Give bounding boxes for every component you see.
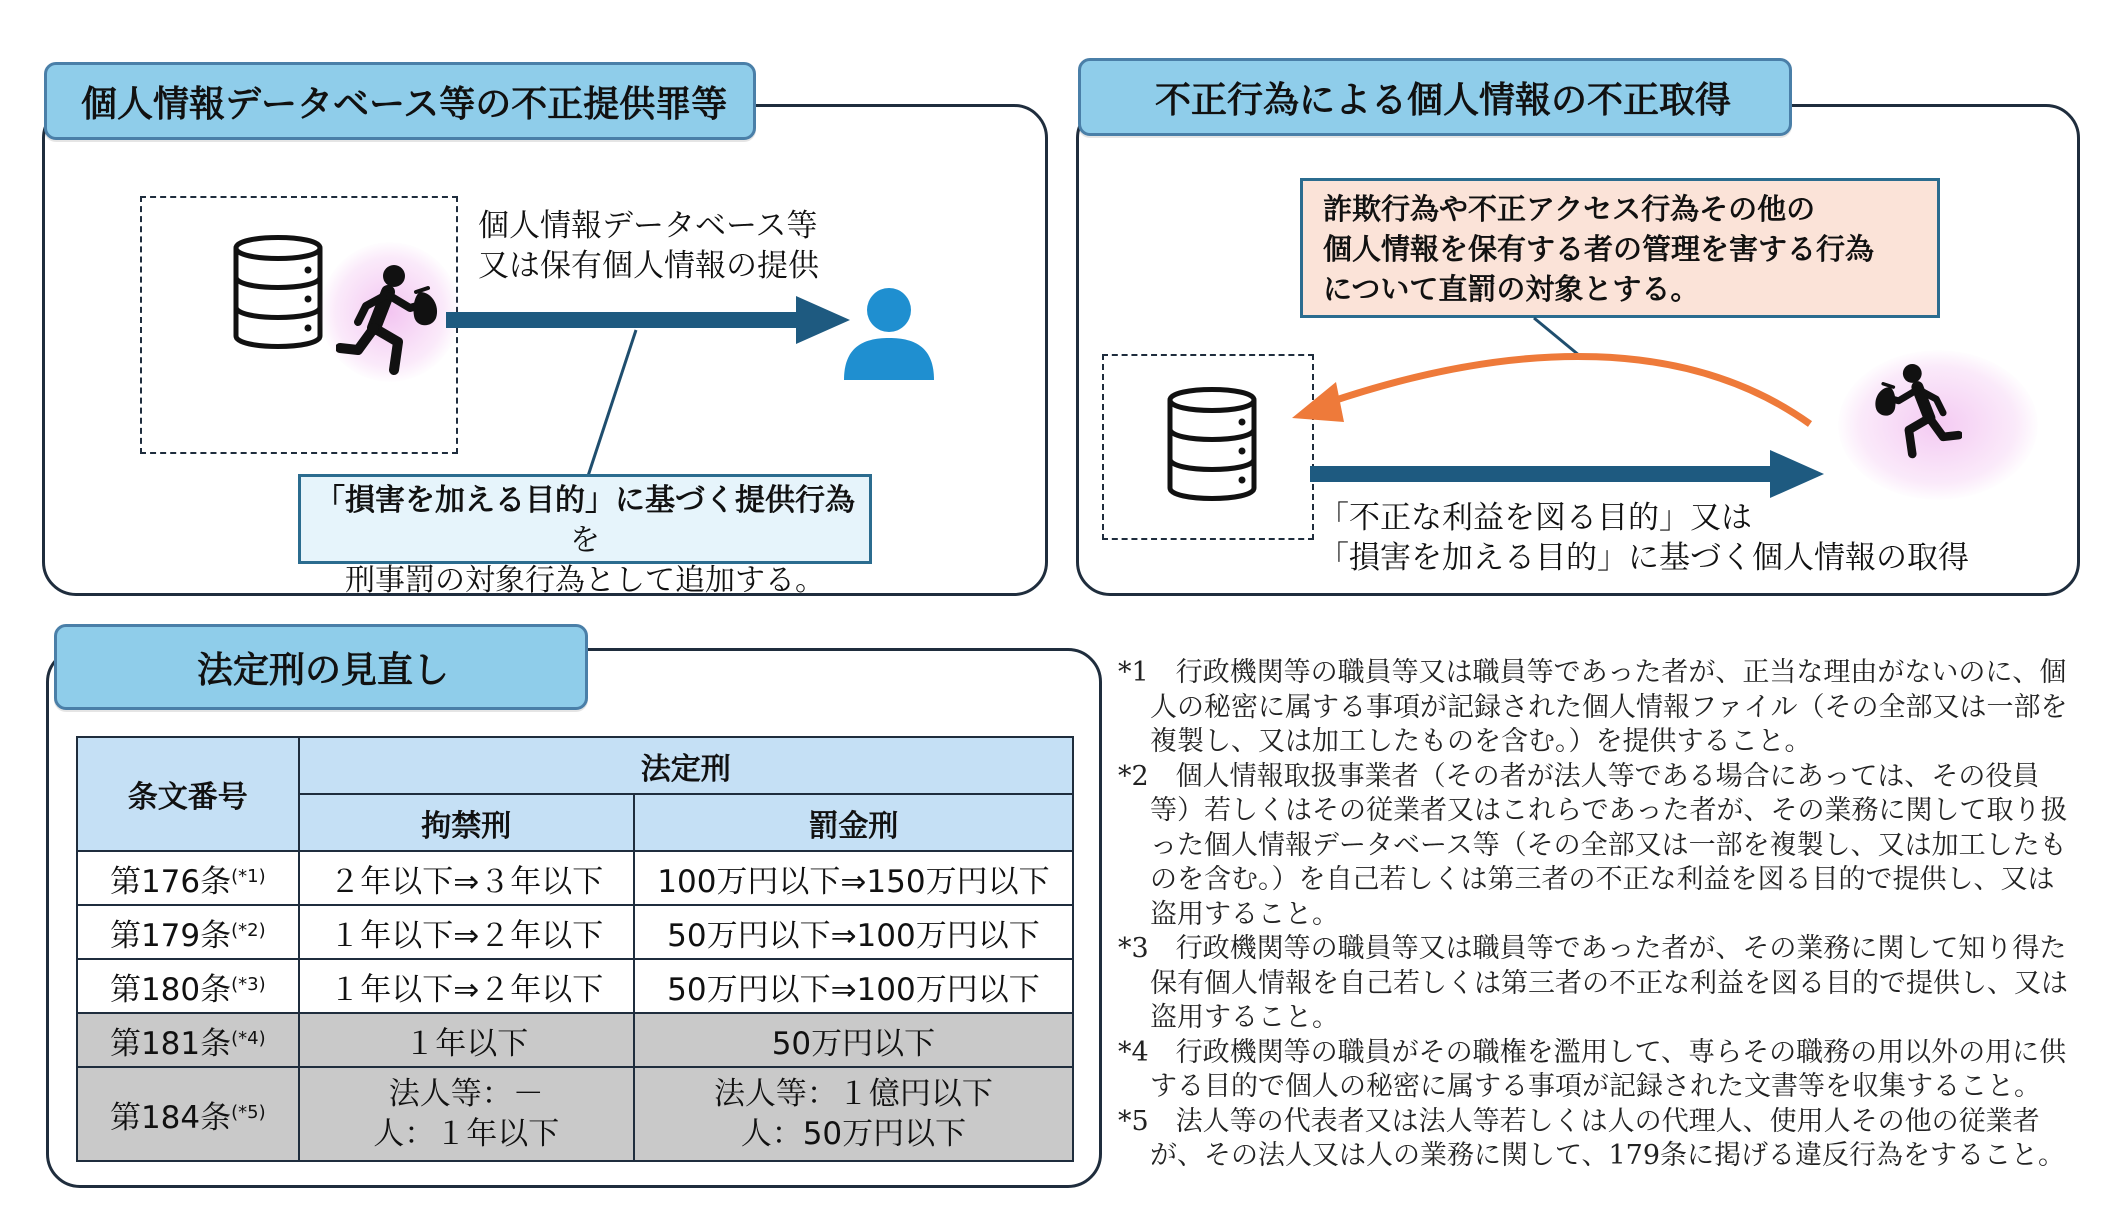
article-note-ref: (*1)	[231, 865, 266, 887]
thief-icon	[1866, 360, 1962, 464]
person-icon	[842, 286, 936, 382]
thief-icon	[336, 262, 448, 380]
acquisition-label-line1: 「不正な利益を図る目的」又は	[1318, 500, 1752, 536]
callout-direct-penalty-line1: 詐欺行為や不正アクセス行為その他の	[1323, 192, 1816, 226]
table-row	[77, 959, 1073, 1013]
provision-label-line2: 又は保有個人情報の提供	[478, 248, 819, 284]
article-number: 第181条	[109, 1025, 232, 1062]
imprisonment-individual: 人：１年以下	[373, 1116, 560, 1152]
article-cell	[77, 959, 299, 1013]
provision-label-line1: 個人情報データベース等	[478, 208, 818, 244]
callout-harm-purpose-line2: 刑事罰の対象行為として追加する。	[345, 563, 825, 598]
callout-harm-purpose-suffix: を	[570, 523, 600, 558]
header-imprisonment: 拘禁刑	[299, 794, 634, 851]
callout-direct-penalty	[1300, 178, 1940, 318]
footnote-4: *4 行政機関等の職員がその職権を濫用して、専らその職務の用以外の用に供する目的で個人の秘密に属する事項が記録された文書等を収集すること。	[1118, 1036, 2067, 1102]
article-cell	[77, 1013, 299, 1067]
article-cell	[77, 851, 299, 905]
header-article: 条文番号	[77, 737, 299, 851]
imprisonment-cell: １年以下⇒２年以下	[299, 959, 634, 1013]
imprisonment-cell: １年以下⇒２年以下	[299, 905, 634, 959]
panel-title-statutory-penalty: 法定刑の見直し	[54, 624, 588, 710]
article-cell	[77, 1067, 299, 1161]
article-number: 第184条	[109, 1099, 232, 1136]
footnote-2: *2 個人情報取扱事業者（その者が法人等である場合にあっては、その役員等）若しくはその従業者又はこれらであった者が、その業務に関して取り扱った個人情報データベース等（その全部又は一部を複製し、又は加工したものを含む。）を自己若しくは第三者の不正な利益を図る目的で提供し、又は盗用すること。	[1118, 760, 2068, 930]
imprisonment-cell	[299, 1067, 634, 1161]
imprisonment-cell: １年以下	[299, 1013, 634, 1067]
fine-individual: 人：50万円以下	[740, 1116, 967, 1152]
database-icon	[232, 232, 324, 352]
penalty-table	[76, 736, 1074, 1162]
panel-title-unlawful-provision: 個人情報データベース等の不正提供罪等	[44, 62, 756, 140]
callout-harm-purpose-line1	[301, 481, 869, 561]
callout-harm-purpose	[298, 474, 872, 598]
article-note-ref: (*5)	[231, 1101, 266, 1123]
header-fine: 罰金刑	[634, 794, 1073, 851]
fine-cell	[634, 1067, 1073, 1161]
fine-cell: 50万円以下⇒100万円以下	[634, 959, 1073, 1013]
callout-harm-purpose-bold: 「損害を加える目的」に基づく提供行為	[315, 483, 855, 518]
database-icon	[1166, 384, 1258, 504]
callout-connector-left	[580, 328, 640, 478]
table-row	[77, 851, 1073, 905]
article-number: 第180条	[109, 971, 232, 1008]
fine-corporate: 法人等：１億円以下	[713, 1076, 993, 1112]
imprisonment-cell: ２年以下⇒３年以下	[299, 851, 634, 905]
article-note-ref: (*4)	[231, 1027, 266, 1049]
footnotes	[1118, 656, 2078, 1174]
article-note-ref: (*2)	[231, 919, 266, 941]
article-note-ref: (*3)	[231, 973, 266, 995]
fine-cell: 100万円以下⇒150万円以下	[634, 851, 1073, 905]
table-row	[77, 1013, 1073, 1067]
acquisition-label-line2: 「損害を加える目的」に基づく個人情報の取得	[1318, 540, 1969, 576]
footnote-3: *3 行政機関等の職員等又は職員等であった者が、その業務に関して知り得た保有個人情報を自己若しくは第三者の不正な利益を図る目的で提供し、又は盗用すること。	[1118, 933, 2068, 1033]
imprisonment-corporate: 法人等：－	[388, 1076, 544, 1112]
fine-cell: 50万円以下⇒100万円以下	[634, 905, 1073, 959]
callout-direct-penalty-line2: 個人情報を保有する者の管理を害する行為	[1323, 232, 1875, 266]
table-header-row	[77, 737, 1073, 794]
callout-direct-penalty-line3: について直罰の対象とする。	[1323, 272, 1700, 306]
unauthorized-access-arrow	[1270, 330, 1830, 440]
article-number: 第179条	[109, 917, 232, 954]
table-row	[77, 905, 1073, 959]
acquisition-arrow	[1310, 444, 1830, 504]
panel-title-unlawful-acquisition: 不正行為による個人情報の不正取得	[1078, 58, 1792, 136]
footnote-5: *5 法人等の代表者又は法人等若しくは人の代理人、使用人その他の従業者が、その法人又は人の業務に関して、179条に掲げる違反行為をすること。	[1118, 1105, 2065, 1171]
article-number: 第176条	[109, 863, 232, 900]
article-cell	[77, 905, 299, 959]
header-penalty: 法定刑	[299, 737, 1073, 794]
fine-cell: 50万円以下	[634, 1013, 1073, 1067]
footnote-1: *1 行政機関等の職員等又は職員等であった者が、正当な理由がないのに、個人の秘密に属する事項が記録された個人情報ファイル（その全部又は一部を複製し、又は加工したものを含む。）を提供すること。	[1118, 657, 2068, 757]
table-row	[77, 1067, 1073, 1161]
provision-arrow	[446, 290, 856, 350]
